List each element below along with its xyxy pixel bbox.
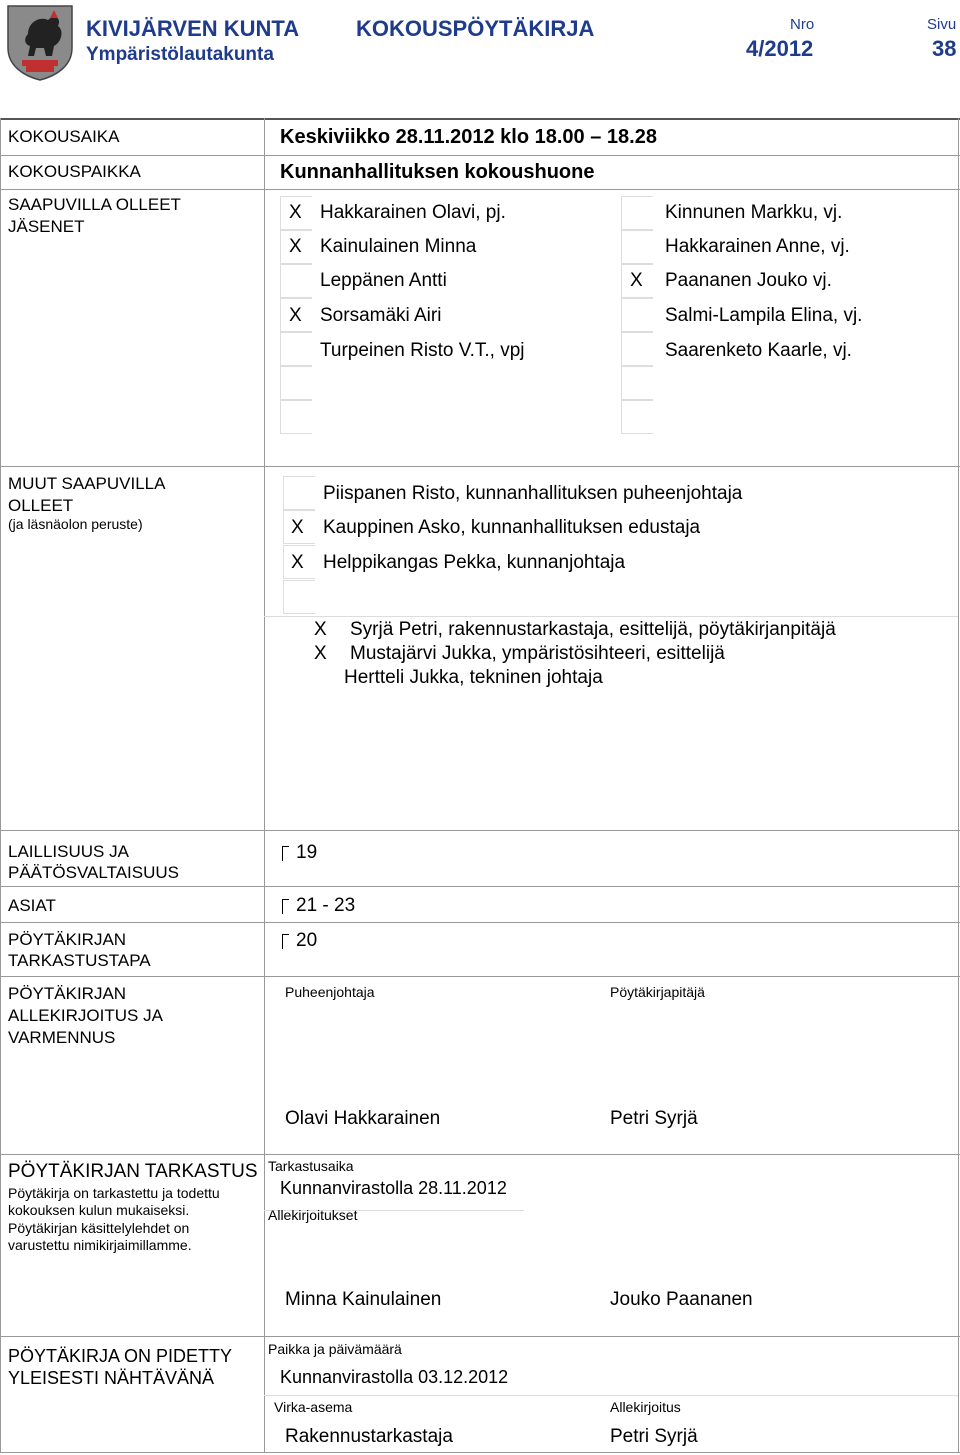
reviewer-name: Minna Kainulainen [285, 1289, 442, 1310]
chair-name: Olavi Hakkarainen [285, 1108, 441, 1129]
attendance-mark: X [314, 619, 327, 640]
frame-top-line [0, 118, 960, 120]
meeting-time-label: KOKOUSAIKA [8, 127, 120, 146]
members-label-line1: SAAPUVILLA OLLEET [8, 195, 181, 214]
other-attendee: Kauppinen Asko, kunnanhallituksen edustaja [323, 517, 701, 538]
signing-label-line1: PÖYTÄKIRJAN [8, 984, 127, 1003]
public-signature-value: Petri Syrjä [610, 1426, 698, 1447]
section-reference-mark [282, 846, 289, 861]
divider [0, 886, 960, 887]
inner-divider [264, 1395, 958, 1396]
member-name: Kainulainen Minna [320, 236, 477, 257]
attendance-box [621, 366, 653, 400]
meeting-place-value: Kunnanhallituksen kokoushuone [280, 161, 595, 183]
other-attendee: Piispanen Risto, kunnanhallituksen puheenjohtaja [323, 483, 743, 504]
section-reference-mark [282, 899, 289, 914]
review-label: PÖYTÄKIRJAN TARKASTUS [8, 1161, 258, 1182]
public-label-line2: YLEISESTI NÄHTÄVÄNÄ [8, 1368, 215, 1388]
attendance-mark: X [291, 552, 304, 573]
divider [0, 189, 960, 190]
signing-label-line2: ALLEKIRJOITUS JA [8, 1006, 163, 1025]
public-place-label: Paikka ja päivämäärä [268, 1341, 402, 1357]
attendance-box [621, 230, 653, 264]
divider [0, 830, 960, 831]
others-label-note: (ja läsnäolon peruste) [8, 516, 143, 532]
municipal-coat-of-arms-logo [6, 4, 74, 82]
member-name: Salmi-Lampila Elina, vj. [665, 305, 863, 326]
review-time-value: Kunnanvirastolla 28.11.2012 [280, 1178, 507, 1198]
member-name: Hakkarainen Anne, vj. [665, 236, 850, 257]
municipality-name: KIVIJÄRVEN KUNTA [86, 16, 300, 41]
member-name: Kinnunen Markku, vj. [665, 202, 843, 223]
review-method-section: 20 [296, 930, 318, 951]
divider [0, 466, 960, 467]
attendance-mark: X [630, 270, 643, 291]
legality-label-line2: PÄÄTÖSVALTAISUUS [8, 863, 179, 882]
attendance-mark: X [289, 236, 302, 257]
column-divider [264, 118, 265, 1453]
left-border [0, 118, 1, 1453]
chair-label: Puheenjohtaja [285, 984, 375, 1000]
member-name: Hakkarainen Olavi, pj. [320, 202, 506, 223]
attendance-box [280, 366, 312, 400]
document-type: KOKOUSPÖYTÄKIRJA [356, 16, 595, 41]
member-name: Paananen Jouko vj. [665, 270, 832, 291]
attendance-box [621, 400, 653, 434]
attendance-box [621, 298, 653, 332]
review-note-line1: Pöytäkirja on tarkastettu ja todettu [8, 1185, 220, 1201]
attendance-mark: X [289, 202, 302, 223]
divider [0, 1154, 960, 1155]
member-name: Leppänen Antti [320, 270, 447, 291]
public-signature-label: Allekirjoitus [610, 1399, 681, 1415]
member-name: Sorsamäki Airi [320, 305, 442, 326]
section-reference-mark [282, 934, 289, 949]
board-name: Ympäristölautakunta [86, 44, 274, 65]
attendance-box [280, 400, 312, 434]
secretary-label: Pöytäkirjapitäjä [610, 984, 705, 1000]
review-note-line4: varustettu nimikirjaimillamme. [8, 1237, 192, 1253]
public-place-value: Kunnanvirastolla 03.12.2012 [280, 1367, 509, 1387]
review-time-label: Tarkastusaika [268, 1158, 354, 1174]
review-note-line2: kokouksen kulun mukaiseksi. [8, 1202, 190, 1218]
others-label-line2: OLLEET [8, 496, 74, 515]
nro-value: 4/2012 [746, 36, 814, 61]
official-attendee: Mustajärvi Jukka, ympäristösihteeri, esittelijä [350, 643, 725, 664]
sivu-value: 38 [932, 36, 957, 61]
member-name: Saarenketo Kaarle, vj. [665, 340, 852, 361]
right-border [958, 118, 959, 1453]
attendance-mark: X [289, 305, 302, 326]
others-label-line1: MUUT SAAPUVILLA [8, 474, 166, 493]
public-position-value: Rakennustarkastaja [285, 1426, 453, 1447]
review-signatures-label: Allekirjoitukset [268, 1207, 358, 1223]
divider [0, 922, 960, 923]
attendance-box [283, 580, 315, 614]
public-position-label: Virka-asema [274, 1399, 353, 1415]
meeting-place-label: KOKOUSPAIKKA [8, 162, 141, 181]
sivu-label: Sivu [927, 16, 957, 33]
secretary-name: Petri Syrjä [610, 1108, 698, 1129]
divider [0, 1336, 960, 1337]
legality-label-line1: LAILLISUUS JA [8, 842, 129, 861]
items-sections: 21 - 23 [296, 895, 356, 916]
reviewer-name: Jouko Paananen [610, 1289, 753, 1310]
inner-divider [264, 616, 958, 617]
review-note-line3: Pöytäkirjan käsittelylehdet on [8, 1220, 190, 1236]
public-label-line1: PÖYTÄKIRJA ON PIDETTY [8, 1346, 233, 1366]
review-method-label-line1: PÖYTÄKIRJAN [8, 930, 127, 949]
attendance-mark: X [291, 517, 304, 538]
signing-label-line3: VARMENNUS [8, 1028, 116, 1047]
attendance-mark: X [314, 643, 327, 664]
attendance-box [621, 196, 653, 230]
attendance-box [280, 264, 312, 298]
nro-label: Nro [790, 16, 815, 33]
attendance-box [280, 332, 312, 366]
official-attendee: Hertteli Jukka, tekninen johtaja [344, 667, 603, 688]
review-method-label-line2: TARKASTUSTAPA [8, 951, 151, 970]
legality-section: 19 [296, 842, 318, 863]
members-label-line2: JÄSENET [8, 217, 85, 236]
attendance-box [621, 332, 653, 366]
meeting-time-value: Keskiviikko 28.11.2012 klo 18.00 – 18.28 [280, 126, 657, 148]
items-label: ASIAT [8, 896, 56, 915]
attendance-box [283, 476, 315, 510]
divider [0, 1452, 960, 1453]
divider [0, 976, 960, 977]
member-name: Turpeinen Risto V.T., vpj [320, 340, 525, 361]
divider [0, 155, 960, 156]
other-attendee: Helppikangas Pekka, kunnanjohtaja [323, 552, 626, 573]
official-attendee: Syrjä Petri, rakennustarkastaja, esittelijä, pöytäkirjanpitäjä [350, 619, 836, 640]
